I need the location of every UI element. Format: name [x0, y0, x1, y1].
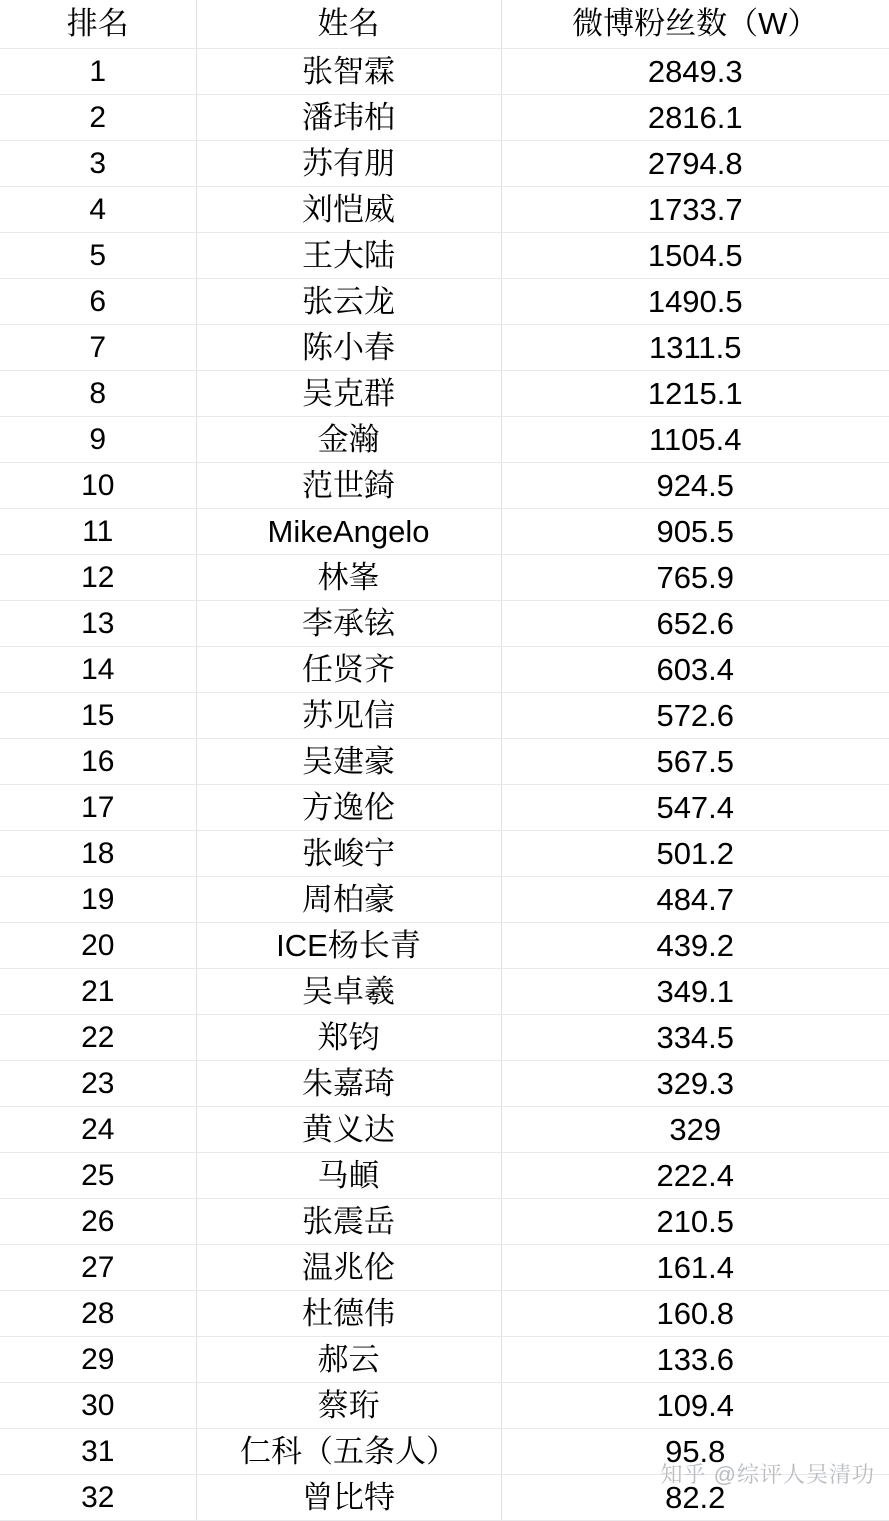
table-row	[0, 785, 889, 831]
cell-rank: 11	[0, 509, 196, 555]
cell-fans: 82.2	[501, 1475, 889, 1521]
cell-fans: 905.5	[501, 509, 889, 555]
cell-name: MikeAngelo	[196, 509, 501, 555]
cell-fans: 2794.8	[501, 141, 889, 187]
cell-name: 张震岳	[196, 1199, 501, 1245]
table-row	[0, 417, 889, 463]
cell-name: 王大陆	[196, 233, 501, 279]
table-header	[0, 0, 889, 49]
table-row	[0, 1153, 889, 1199]
cell-rank: 6	[0, 279, 196, 325]
table-row	[0, 49, 889, 95]
table-header-row	[0, 0, 889, 49]
cell-rank: 8	[0, 371, 196, 417]
table-row	[0, 1383, 889, 1429]
cell-rank: 1	[0, 49, 196, 95]
cell-fans: 2816.1	[501, 95, 889, 141]
table-row	[0, 1337, 889, 1383]
cell-fans: 547.4	[501, 785, 889, 831]
cell-fans: 567.5	[501, 739, 889, 785]
table-row	[0, 1245, 889, 1291]
table-row	[0, 693, 889, 739]
cell-fans: 133.6	[501, 1337, 889, 1383]
cell-name: 朱嘉琦	[196, 1061, 501, 1107]
cell-rank: 9	[0, 417, 196, 463]
table-row	[0, 831, 889, 877]
table-row	[0, 739, 889, 785]
cell-name: 范世錡	[196, 463, 501, 509]
table-row	[0, 1107, 889, 1153]
cell-name: 吴卓羲	[196, 969, 501, 1015]
cell-name: 张云龙	[196, 279, 501, 325]
table-row	[0, 1291, 889, 1337]
cell-name: 苏见信	[196, 693, 501, 739]
cell-name: 马頔	[196, 1153, 501, 1199]
cell-name: 杜德伟	[196, 1291, 501, 1337]
table-row	[0, 1061, 889, 1107]
cell-name: 刘恺威	[196, 187, 501, 233]
cell-fans: 210.5	[501, 1199, 889, 1245]
cell-fans: 334.5	[501, 1015, 889, 1061]
cell-fans: 161.4	[501, 1245, 889, 1291]
table-row	[0, 509, 889, 555]
cell-name: 温兆伦	[196, 1245, 501, 1291]
cell-fans: 329	[501, 1107, 889, 1153]
cell-fans: 1490.5	[501, 279, 889, 325]
table-body	[0, 49, 889, 1521]
table-row	[0, 969, 889, 1015]
cell-rank: 21	[0, 969, 196, 1015]
column-header-name: 姓名	[196, 0, 501, 49]
cell-name: 金瀚	[196, 417, 501, 463]
cell-rank: 10	[0, 463, 196, 509]
table-row	[0, 187, 889, 233]
table-row	[0, 279, 889, 325]
cell-fans: 1215.1	[501, 371, 889, 417]
cell-fans: 329.3	[501, 1061, 889, 1107]
cell-rank: 28	[0, 1291, 196, 1337]
cell-fans: 572.6	[501, 693, 889, 739]
cell-name: 张峻宁	[196, 831, 501, 877]
cell-rank: 30	[0, 1383, 196, 1429]
cell-fans: 652.6	[501, 601, 889, 647]
cell-rank: 24	[0, 1107, 196, 1153]
cell-fans: 439.2	[501, 923, 889, 969]
cell-rank: 20	[0, 923, 196, 969]
cell-rank: 18	[0, 831, 196, 877]
cell-name: 吴克群	[196, 371, 501, 417]
cell-rank: 31	[0, 1429, 196, 1475]
table-row	[0, 95, 889, 141]
table-row	[0, 141, 889, 187]
cell-name: 潘玮柏	[196, 95, 501, 141]
cell-fans: 603.4	[501, 647, 889, 693]
cell-name: ICE杨长青	[196, 923, 501, 969]
cell-name: 周柏豪	[196, 877, 501, 923]
cell-name: 林峯	[196, 555, 501, 601]
cell-fans: 1311.5	[501, 325, 889, 371]
cell-fans: 349.1	[501, 969, 889, 1015]
cell-name: 黄义达	[196, 1107, 501, 1153]
cell-name: 郝云	[196, 1337, 501, 1383]
cell-rank: 26	[0, 1199, 196, 1245]
cell-rank: 15	[0, 693, 196, 739]
cell-rank: 25	[0, 1153, 196, 1199]
cell-fans: 1733.7	[501, 187, 889, 233]
cell-fans: 1105.4	[501, 417, 889, 463]
cell-fans: 484.7	[501, 877, 889, 923]
table-row	[0, 1199, 889, 1245]
cell-rank: 14	[0, 647, 196, 693]
cell-name: 仁科（五条人）	[196, 1429, 501, 1475]
table-row	[0, 923, 889, 969]
table-row	[0, 325, 889, 371]
cell-rank: 12	[0, 555, 196, 601]
cell-rank: 23	[0, 1061, 196, 1107]
cell-rank: 5	[0, 233, 196, 279]
cell-name: 吴建豪	[196, 739, 501, 785]
column-header-rank: 排名	[0, 0, 196, 49]
cell-fans: 501.2	[501, 831, 889, 877]
cell-fans: 924.5	[501, 463, 889, 509]
cell-rank: 7	[0, 325, 196, 371]
table-row	[0, 877, 889, 923]
cell-rank: 2	[0, 95, 196, 141]
cell-name: 陈小春	[196, 325, 501, 371]
cell-fans: 222.4	[501, 1153, 889, 1199]
table-row	[0, 233, 889, 279]
cell-fans: 109.4	[501, 1383, 889, 1429]
cell-fans: 1504.5	[501, 233, 889, 279]
table-row	[0, 555, 889, 601]
cell-rank: 22	[0, 1015, 196, 1061]
cell-fans: 765.9	[501, 555, 889, 601]
cell-name: 郑钧	[196, 1015, 501, 1061]
table-row	[0, 371, 889, 417]
cell-rank: 16	[0, 739, 196, 785]
cell-name: 张智霖	[196, 49, 501, 95]
watermark: 知乎 @综评人吴清功	[660, 1462, 875, 1487]
cell-rank: 29	[0, 1337, 196, 1383]
cell-name: 苏有朋	[196, 141, 501, 187]
table-row	[0, 463, 889, 509]
cell-name: 方逸伦	[196, 785, 501, 831]
cell-fans: 95.8	[501, 1429, 889, 1475]
table-row	[0, 647, 889, 693]
cell-name: 蔡珩	[196, 1383, 501, 1429]
cell-rank: 3	[0, 141, 196, 187]
cell-name: 曾比特	[196, 1475, 501, 1521]
table-row	[0, 601, 889, 647]
cell-fans: 2849.3	[501, 49, 889, 95]
cell-name: 李承铉	[196, 601, 501, 647]
column-header-fans: 微博粉丝数（W）	[501, 0, 889, 49]
cell-fans: 160.8	[501, 1291, 889, 1337]
cell-name: 任贤齐	[196, 647, 501, 693]
cell-rank: 19	[0, 877, 196, 923]
cell-rank: 32	[0, 1475, 196, 1521]
cell-rank: 13	[0, 601, 196, 647]
cell-rank: 4	[0, 187, 196, 233]
table-row	[0, 1015, 889, 1061]
cell-rank: 27	[0, 1245, 196, 1291]
cell-rank: 17	[0, 785, 196, 831]
